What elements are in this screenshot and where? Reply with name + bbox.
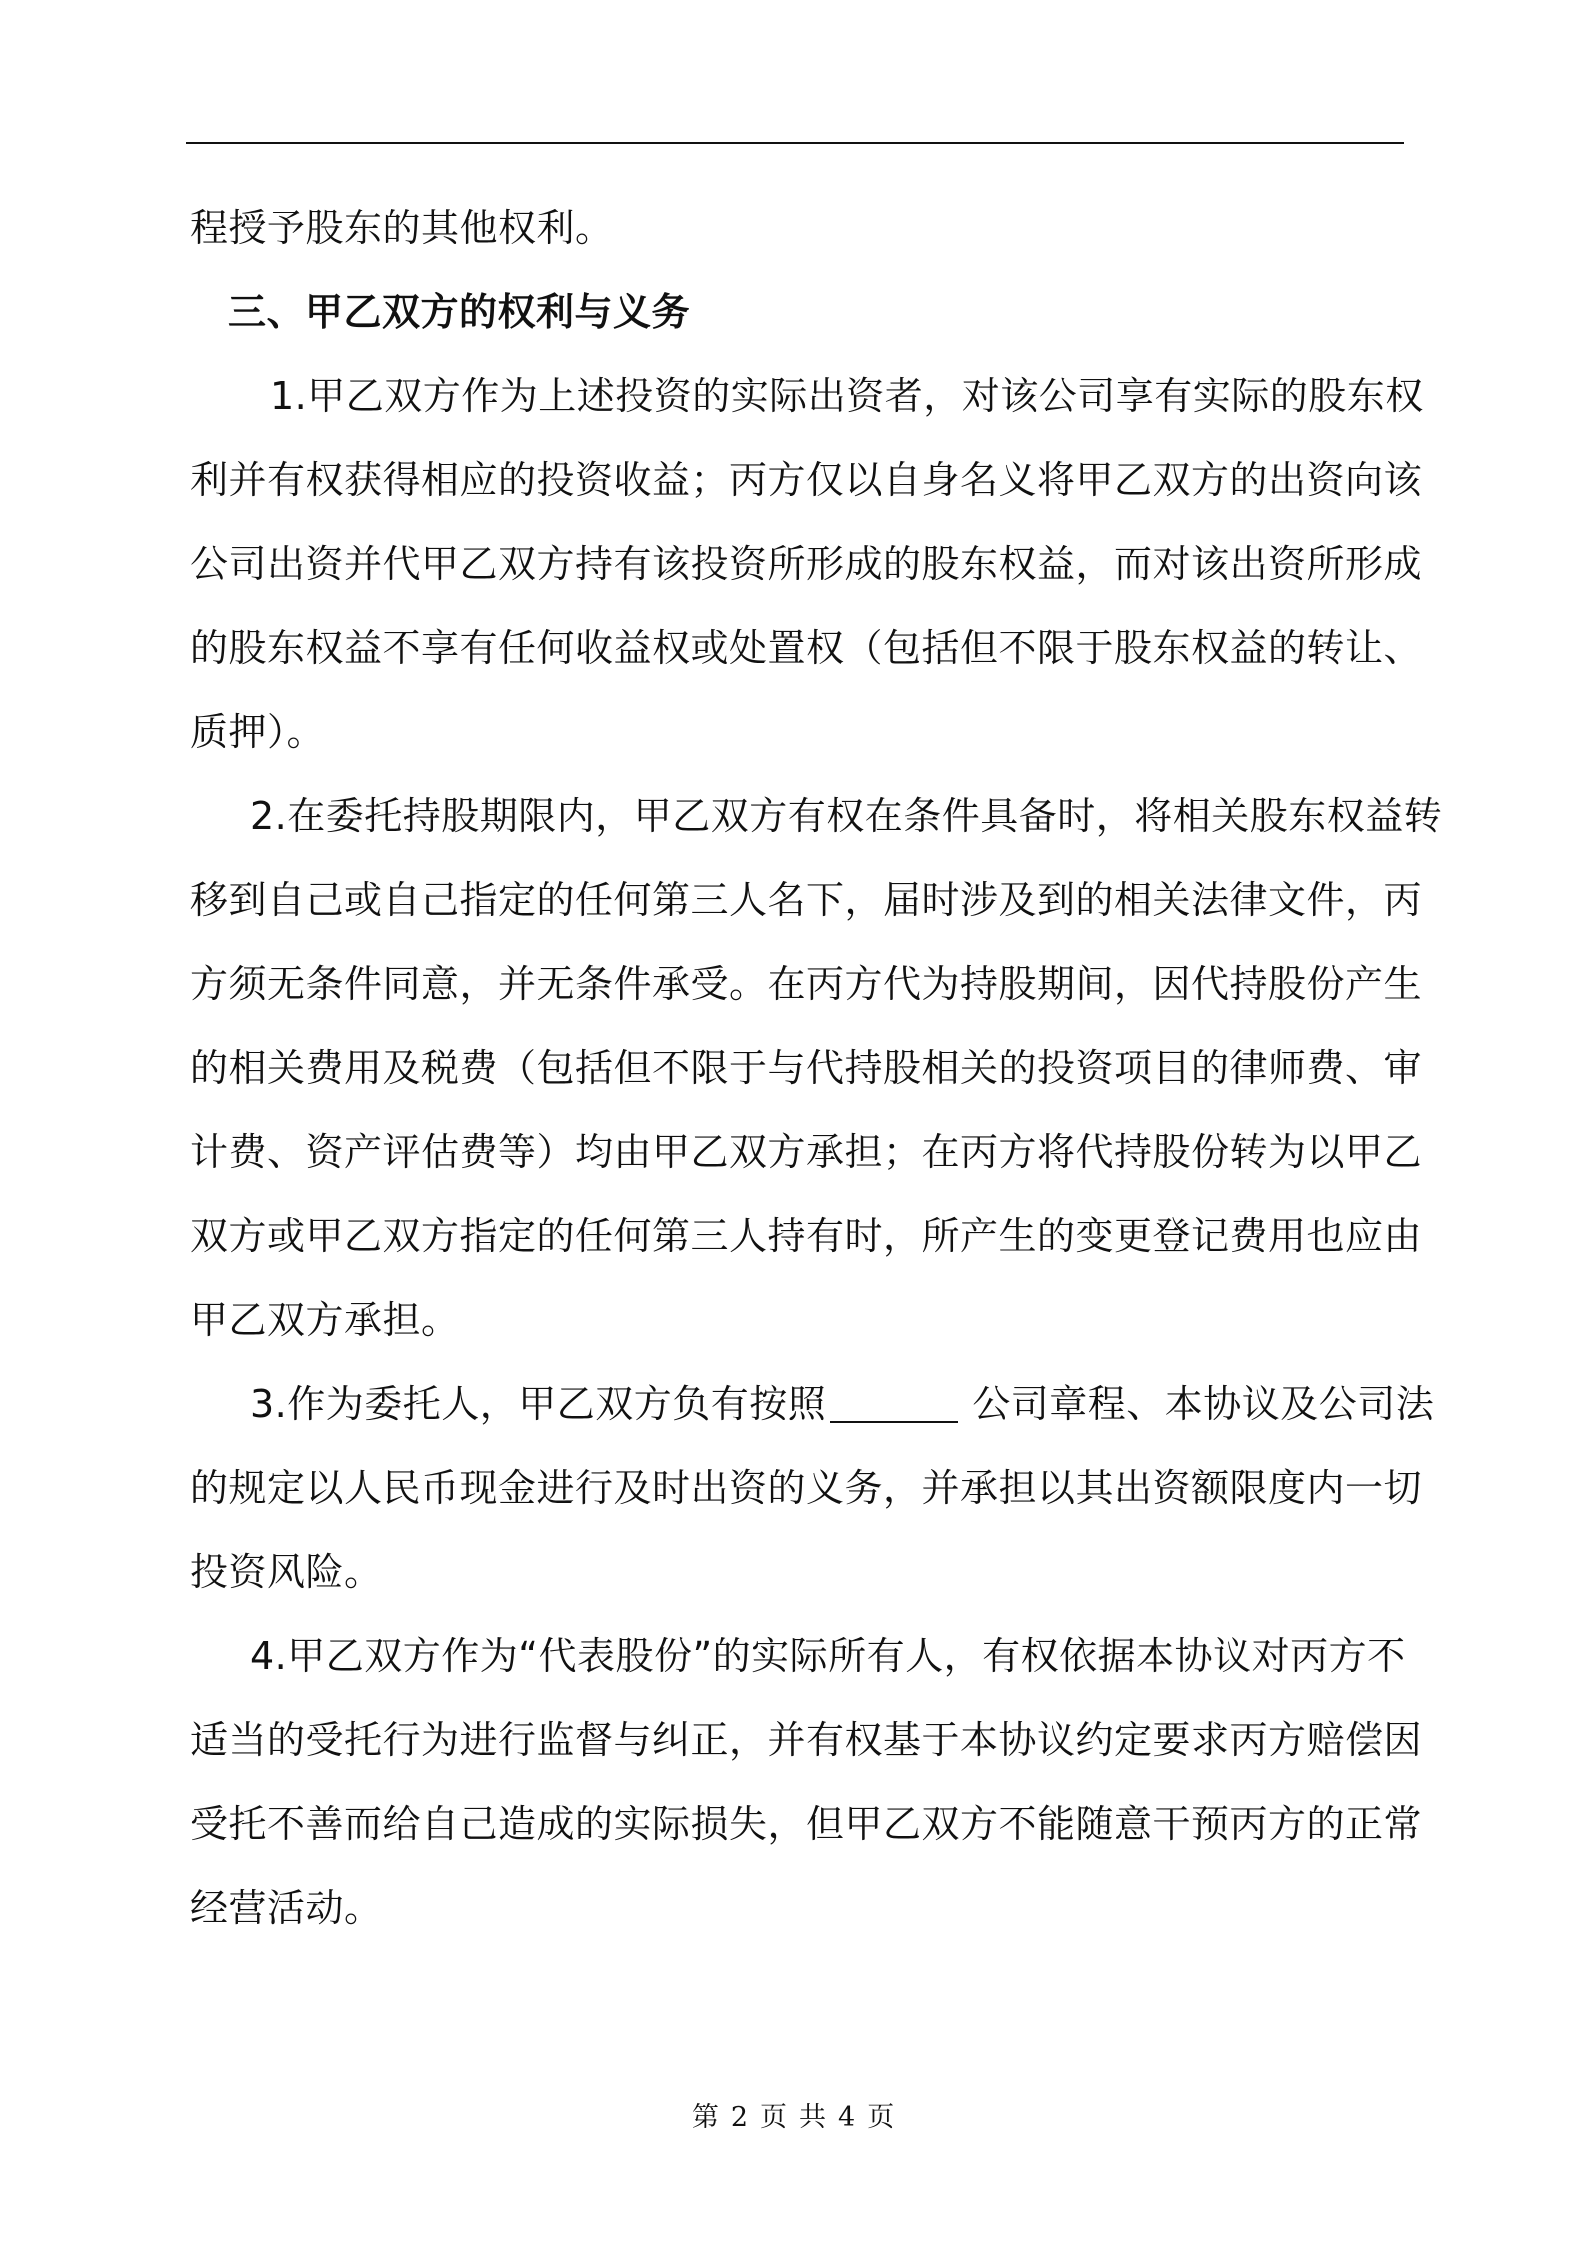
text-line: 移到自己或自己指定的任何第三人名下，届时涉及到的相关法律文件，丙 — [190, 878, 1423, 922]
footer-text: 页 — [760, 2102, 787, 2133]
text-line: 方须无条件同意，并无条件承受。在丙方代为持股期间，因代持股份产生 — [190, 962, 1423, 1006]
paragraph-3 — [190, 1362, 1435, 1614]
footer-text: 共 — [799, 2102, 826, 2133]
total-pages: 4 — [838, 2102, 856, 2133]
text-line: 计费、资产评估费等）均由甲乙双方承担；在丙方将代持股份转为以甲乙 — [190, 1130, 1423, 1174]
fill-in-blank — [830, 1381, 958, 1423]
page-number: 2 — [730, 2102, 748, 2133]
page-footer — [0, 2095, 1586, 2134]
text-line: 投资风险。 — [190, 1550, 383, 1594]
text-line: 甲乙双方承担。 — [190, 1298, 460, 1342]
text-line: 的相关费用及税费（包括但不限于与代持股相关的投资项目的律师费、审 — [190, 1046, 1423, 1090]
section-heading — [190, 270, 1400, 354]
footer-text: 第 — [691, 2102, 719, 2133]
text-line: 的规定以人民币现金进行及时出资的义务，并承担以其出资额限度内一切 — [190, 1466, 1423, 1510]
text-line: 的股东权益不享有任何收益权或处置权（包括但不限于股东权益的转让、 — [190, 626, 1423, 670]
text-line: 4.甲乙双方作为“代表股份”的实际所有人，有权依据本协议对丙方不 — [250, 1634, 1406, 1678]
text-line: 2.在委托持股期限内，甲乙双方有权在条件具备时，将相关股东权益转 — [250, 794, 1443, 838]
text-line: 双方或甲乙双方指定的任何第三人持有时，所产生的变更登记费用也应由 — [190, 1214, 1423, 1258]
continuation-paragraph — [190, 186, 1400, 270]
text-segment: 公司章程、本协议及公司法 — [972, 1382, 1435, 1426]
section-heading-text: 三、甲乙双方的权利与义务 — [228, 290, 691, 334]
text-line: 程授予股东的其他权利。 — [190, 206, 614, 250]
header-rule — [186, 142, 1404, 144]
footer-text: 页 — [867, 2102, 895, 2133]
text-line: 利并有权获得相应的投资收益；丙方仅以自身名义将甲乙双方的出资向该 — [190, 458, 1423, 502]
paragraph-2 — [190, 774, 1443, 1362]
text-line: 适当的受托行为进行监督与纠正，并有权基于本协议约定要求丙方赔偿因 — [190, 1718, 1423, 1762]
document-body — [190, 186, 1443, 1950]
paragraph-1 — [190, 354, 1424, 774]
text-line: 公司出资并代甲乙双方持有该投资所形成的股东权益，而对该出资所形成 — [190, 542, 1423, 586]
text-line: 受托不善而给自己造成的实际损失，但甲乙双方不能随意干预丙方的正常 — [190, 1802, 1423, 1846]
text-line: 1.甲乙双方作为上述投资的实际出资者，对该公司享有实际的股东权 — [270, 374, 1424, 418]
text-line — [190, 1362, 1435, 1446]
text-line: 经营活动。 — [190, 1886, 383, 1930]
paragraph-4 — [190, 1614, 1423, 1950]
text-segment: 3.作为委托人，甲乙双方负有按照 — [250, 1382, 827, 1426]
text-line: 质押）。 — [190, 710, 326, 754]
